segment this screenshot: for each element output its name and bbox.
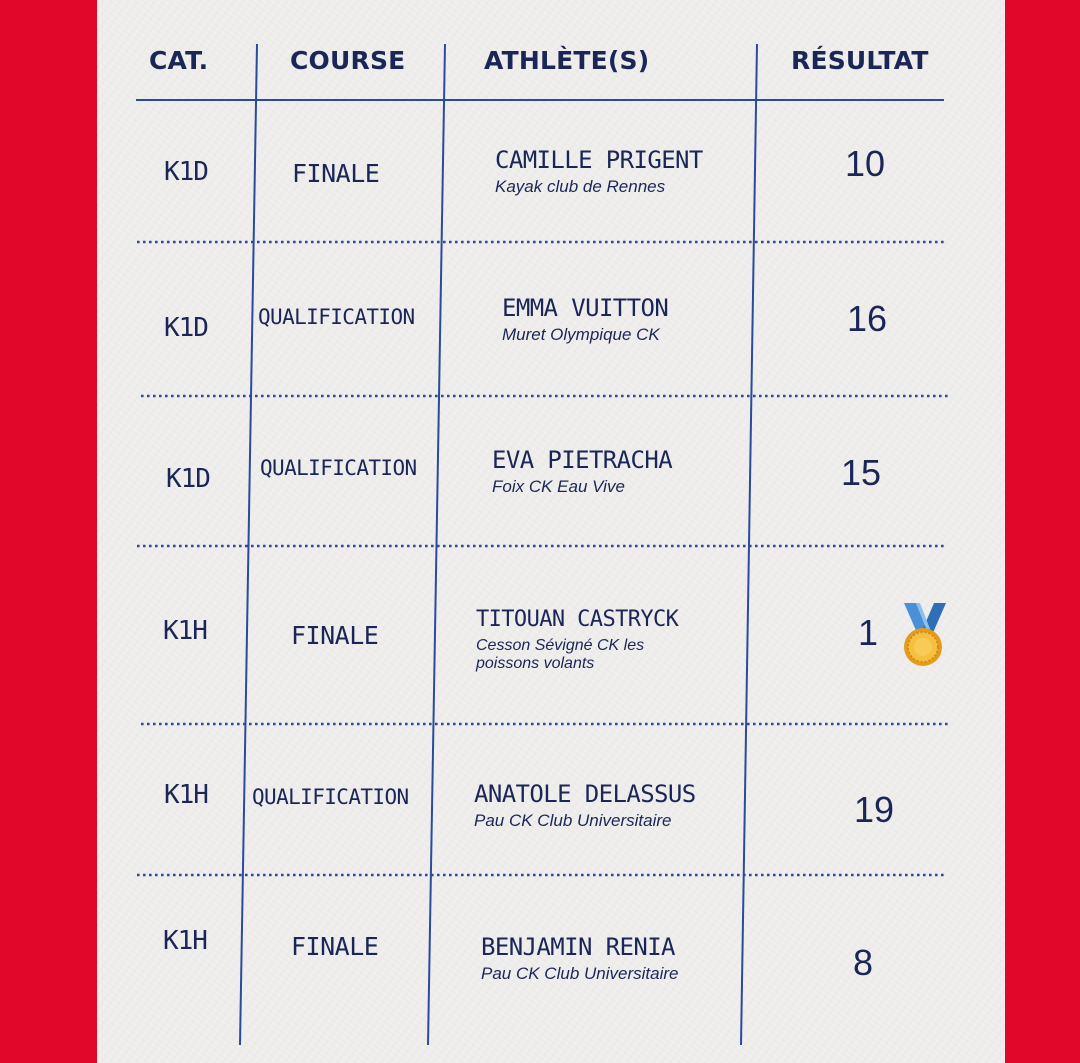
athlete-name: ANATOLE DELASSUS <box>474 780 696 808</box>
row-category: K1H <box>163 926 207 956</box>
athlete-club: Kayak club de Rennes <box>495 177 666 196</box>
athlete-club: Foix CK Eau Vive <box>492 477 625 496</box>
gold-medal-icon <box>900 601 950 671</box>
athlete-name: EMMA VUITTON <box>502 294 669 322</box>
header-result: RÉSULTAT <box>791 46 929 75</box>
athlete-club: Muret Olympique CK <box>502 325 660 344</box>
column-divider-2 <box>428 44 445 1045</box>
row-course: QUALIFICATION <box>258 305 415 329</box>
athlete-club: Pau CK Club Universitaire <box>481 964 679 983</box>
row-result: 8 <box>853 942 874 983</box>
row-result: 16 <box>847 298 888 339</box>
header-category: CAT. <box>149 46 209 75</box>
row-course: FINALE <box>291 932 379 961</box>
athlete-club: Pau CK Club Universitaire <box>474 811 672 830</box>
row-course: QUALIFICATION <box>260 456 417 480</box>
row-course: QUALIFICATION <box>252 785 409 809</box>
column-divider-1 <box>240 44 257 1045</box>
row-category: K1D <box>164 313 208 343</box>
athlete-club-line-1: Cesson Sévigné CK les <box>476 637 645 654</box>
row-result: 1 <box>858 612 879 653</box>
column-divider-3 <box>741 44 757 1045</box>
row-result: 19 <box>854 789 895 830</box>
header-athletes: ATHLÈTE(S) <box>484 46 650 75</box>
header-course: COURSE <box>290 46 406 75</box>
row-athlete-block <box>492 448 672 496</box>
row-athlete-block <box>481 935 678 983</box>
row-category: K1D <box>166 464 210 494</box>
athlete-name: CAMILLE PRIGENT <box>495 146 703 174</box>
row-athlete-block <box>502 296 668 344</box>
row-result: 10 <box>845 143 886 184</box>
row-course: FINALE <box>291 621 379 650</box>
athlete-club-line-2: poissons volants <box>476 655 595 672</box>
athlete-name: TITOUAN CASTRYCK <box>476 607 679 632</box>
row-athlete-block <box>474 782 696 830</box>
row-athlete-block <box>495 148 703 196</box>
athlete-name: EVA PIETRACHA <box>492 446 673 474</box>
row-course: FINALE <box>292 159 380 188</box>
row-category: K1H <box>164 780 208 810</box>
row-result: 15 <box>841 452 882 493</box>
row-category: K1D <box>164 157 208 187</box>
row-category: K1H <box>163 616 207 646</box>
row-athlete-block <box>476 609 678 673</box>
athlete-name: BENJAMIN RENIA <box>481 933 675 961</box>
